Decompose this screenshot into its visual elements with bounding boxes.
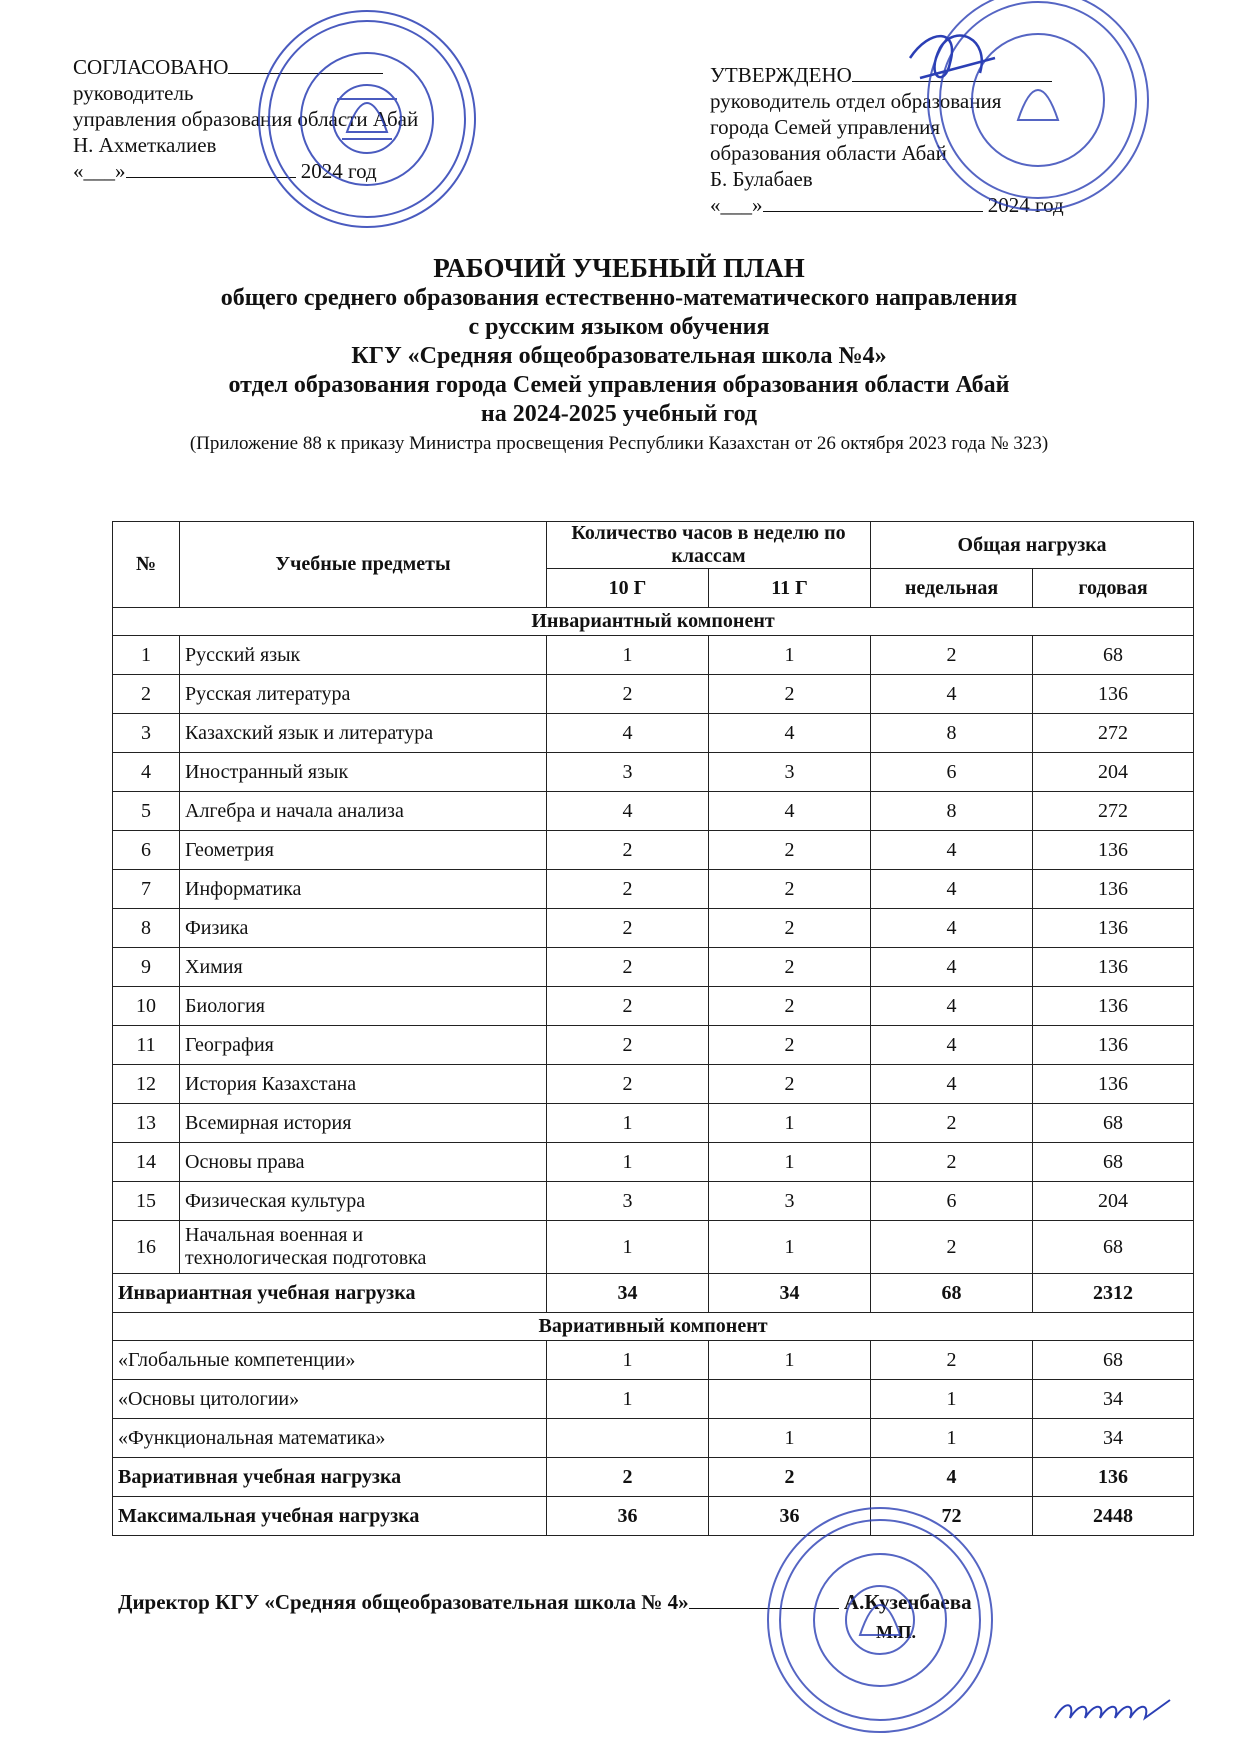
subject-name-line-2: технологическая подготовка: [185, 1247, 427, 1269]
weekly-hours: 4: [871, 1026, 1033, 1065]
table-row: [113, 1026, 1194, 1065]
subject-name: История Казахстана: [180, 1065, 547, 1104]
handwritten-signature-right: [900, 18, 1010, 108]
weekly-hours: 2: [871, 636, 1033, 675]
class-10-hours: 2: [547, 1026, 709, 1065]
subject-name: «Основы цитологии»: [113, 1380, 547, 1419]
class-11-hours: 2: [709, 909, 871, 948]
header-total-load: Общая нагрузка: [871, 522, 1194, 569]
class-10-hours: [547, 1419, 709, 1458]
subject-name: «Функциональная математика»: [113, 1419, 547, 1458]
curriculum-table: [112, 521, 1194, 1536]
right-approval-date-open: «___»: [710, 193, 763, 217]
class-10-hours: 1: [547, 1380, 709, 1419]
right-approval-year: 2024 год: [987, 193, 1064, 217]
total-row: [113, 1458, 1194, 1497]
header-hours-per-week: Количество часов в неделю по классам: [547, 522, 871, 569]
handwritten-signature-bottom: [1050, 1690, 1190, 1730]
weekly-hours: 6: [871, 1182, 1033, 1221]
class-11-hours: 3: [709, 753, 871, 792]
row-number: 4: [113, 753, 180, 792]
table-row: [113, 1419, 1194, 1458]
class-10-hours: 1: [547, 1221, 709, 1274]
right-approval-name: Б. Булабаев: [710, 167, 813, 191]
weekly-hours: 4: [871, 987, 1033, 1026]
class-10-hours: 1: [547, 1341, 709, 1380]
yearly-hours: 136: [1033, 948, 1194, 987]
class-10-hours: 3: [547, 753, 709, 792]
weekly-hours: 1: [871, 1419, 1033, 1458]
header-subjects: Учебные предметы: [180, 522, 547, 608]
left-approval-date-open: «___»: [73, 159, 126, 183]
subject-name-line-1: Начальная военная и: [185, 1224, 364, 1246]
right-approval-organization-2: образования области Абай: [710, 141, 947, 165]
table-row: [113, 636, 1194, 675]
header-yearly: годовая: [1033, 569, 1194, 608]
class-10-hours: 1: [547, 1143, 709, 1182]
class-11-hours: 1: [709, 1104, 871, 1143]
class-11-hours: 4: [709, 792, 871, 831]
class-10-hours: 3: [547, 1182, 709, 1221]
table-row: [113, 675, 1194, 714]
total-class-10: 36: [547, 1497, 709, 1536]
table-row: [113, 831, 1194, 870]
subject-name: Физика: [180, 909, 547, 948]
weekly-hours: 8: [871, 792, 1033, 831]
class-10-hours: 2: [547, 1065, 709, 1104]
header-number: №: [113, 522, 180, 608]
class-10-hours: 1: [547, 1104, 709, 1143]
director-name: А.Кузенбаева: [843, 1590, 972, 1614]
table-row: [113, 753, 1194, 792]
yearly-hours: 136: [1033, 909, 1194, 948]
weekly-hours: 4: [871, 909, 1033, 948]
table-header-row: [113, 522, 1194, 569]
subject-name: Иностранный язык: [180, 753, 547, 792]
total-yearly: 2312: [1033, 1274, 1194, 1313]
weekly-hours: 2: [871, 1104, 1033, 1143]
total-class-11: 2: [709, 1458, 871, 1497]
table-row: [113, 714, 1194, 753]
class-11-hours: 2: [709, 675, 871, 714]
subject-name: «Глобальные компетенции»: [113, 1341, 547, 1380]
subject-name: Физическая культура: [180, 1182, 547, 1221]
row-number: 7: [113, 870, 180, 909]
variative-rows: [113, 1341, 1194, 1458]
yearly-hours: 136: [1033, 831, 1194, 870]
variative-total-label: Вариативная учебная нагрузка: [113, 1458, 547, 1497]
table-row: [113, 987, 1194, 1026]
table-row: [113, 1143, 1194, 1182]
weekly-hours: 8: [871, 714, 1033, 753]
right-approval-organization-1: города Семей управления: [710, 115, 941, 139]
total-row: [113, 1497, 1194, 1536]
table-row: [113, 1341, 1194, 1380]
table-row: [113, 792, 1194, 831]
document-subtitle-1: общего среднего образования естественно-математического направления: [220, 285, 1018, 311]
yearly-hours: 272: [1033, 714, 1194, 753]
table-row: [113, 1380, 1194, 1419]
header-class-11: 11 Г: [709, 569, 871, 608]
subject-name: Русская литература: [180, 675, 547, 714]
class-10-hours: 2: [547, 987, 709, 1026]
row-number: 8: [113, 909, 180, 948]
subject-name: Русский язык: [180, 636, 547, 675]
row-number: 11: [113, 1026, 180, 1065]
total-weekly: 4: [871, 1458, 1033, 1497]
invariant-section-title: Инвариантный компонент: [113, 608, 1194, 636]
total-weekly: 68: [871, 1274, 1033, 1313]
row-number: 2: [113, 675, 180, 714]
row-number: 10: [113, 987, 180, 1026]
class-11-hours: 3: [709, 1182, 871, 1221]
director-title: Директор КГУ «Средняя общеобразовательная школа № 4»: [118, 1590, 689, 1614]
subject-name: Биология: [180, 987, 547, 1026]
class-10-hours: 4: [547, 792, 709, 831]
subject-name: Основы права: [180, 1143, 547, 1182]
max-total-label: Максимальная учебная нагрузка: [113, 1497, 547, 1536]
left-approval-name: Н. Ахметкалиев: [73, 133, 217, 157]
invariant-total-label: Инвариантная учебная нагрузка: [113, 1274, 547, 1313]
weekly-hours: 4: [871, 675, 1033, 714]
class-10-hours: 2: [547, 675, 709, 714]
weekly-hours: 4: [871, 831, 1033, 870]
table-row: [113, 1182, 1194, 1221]
yearly-hours: 136: [1033, 675, 1194, 714]
class-10-hours: 2: [547, 831, 709, 870]
row-number: 3: [113, 714, 180, 753]
class-11-hours: 2: [709, 831, 871, 870]
class-11-hours: 2: [709, 1026, 871, 1065]
variative-section-title: Вариативный компонент: [113, 1313, 1194, 1341]
class-10-hours: 2: [547, 948, 709, 987]
row-number: 9: [113, 948, 180, 987]
row-number: 1: [113, 636, 180, 675]
total-class-10: 2: [547, 1458, 709, 1497]
left-approval-year: 2024 год: [300, 159, 377, 183]
yearly-hours: 204: [1033, 1182, 1194, 1221]
class-10-hours: 1: [547, 636, 709, 675]
weekly-hours: 2: [871, 1221, 1033, 1274]
table-row: [113, 1221, 1194, 1274]
class-11-hours: 1: [709, 1419, 871, 1458]
header-weekly: недельная: [871, 569, 1033, 608]
weekly-hours: 4: [871, 870, 1033, 909]
yearly-hours: 68: [1033, 1143, 1194, 1182]
yearly-hours: 204: [1033, 753, 1194, 792]
class-11-hours: 1: [709, 1341, 871, 1380]
right-approval-heading: УТВЕРЖДЕНО: [710, 63, 852, 87]
class-10-hours: 4: [547, 714, 709, 753]
left-approval-position: руководитель: [73, 81, 194, 105]
class-11-hours: 2: [709, 870, 871, 909]
row-number: 6: [113, 831, 180, 870]
yearly-hours: 136: [1033, 1065, 1194, 1104]
class-10-hours: 2: [547, 909, 709, 948]
document-subtitle-5: на 2024-2025 учебный год: [480, 401, 758, 427]
table-row: [113, 909, 1194, 948]
class-11-hours: 2: [709, 1065, 871, 1104]
table-row: [113, 870, 1194, 909]
school-seal-bottom: [760, 1500, 1000, 1740]
weekly-hours: 2: [871, 1143, 1033, 1182]
subject-name: Геометрия: [180, 831, 547, 870]
table-row: [113, 948, 1194, 987]
yearly-hours: 34: [1033, 1380, 1194, 1419]
total-weekly: 72: [871, 1497, 1033, 1536]
yearly-hours: 272: [1033, 792, 1194, 831]
yearly-hours: 34: [1033, 1419, 1194, 1458]
right-approval-position: руководитель отдел образования: [710, 89, 1002, 113]
total-row: [113, 1274, 1194, 1313]
total-class-11: 34: [709, 1274, 871, 1313]
weekly-hours: 4: [871, 948, 1033, 987]
document-subtitle-4: отдел образования города Семей управления образования области Абай: [228, 372, 1010, 398]
header-class-10: 10 Г: [547, 569, 709, 608]
weekly-hours: 2: [871, 1341, 1033, 1380]
subject-name: Химия: [180, 948, 547, 987]
row-number: 14: [113, 1143, 180, 1182]
yearly-hours: 136: [1033, 1026, 1194, 1065]
yearly-hours: 68: [1033, 1221, 1194, 1274]
row-number: 5: [113, 792, 180, 831]
weekly-hours: 6: [871, 753, 1033, 792]
seal-place-label: М.П.: [876, 1622, 916, 1642]
subject-name: География: [180, 1026, 547, 1065]
row-number: 15: [113, 1182, 180, 1221]
yearly-hours: 68: [1033, 1341, 1194, 1380]
yearly-hours: 136: [1033, 870, 1194, 909]
class-11-hours: [709, 1380, 871, 1419]
class-10-hours: 2: [547, 870, 709, 909]
total-yearly: 2448: [1033, 1497, 1194, 1536]
total-class-11: 36: [709, 1497, 871, 1536]
subject-name: [180, 1221, 547, 1274]
left-approval-organization: управления образования области Абай: [73, 107, 419, 131]
document-subtitle-2: с русским языком обучения: [468, 314, 770, 340]
row-number: 13: [113, 1104, 180, 1143]
section-row: [113, 608, 1194, 636]
yearly-hours: 68: [1033, 636, 1194, 675]
class-11-hours: 1: [709, 636, 871, 675]
document-subtitle-3: КГУ «Средняя общеобразовательная школа №4»: [351, 343, 887, 369]
document-title-block: [0, 252, 1238, 457]
total-yearly: 136: [1033, 1458, 1194, 1497]
class-11-hours: 4: [709, 714, 871, 753]
row-number: 12: [113, 1065, 180, 1104]
subject-name: Всемирная история: [180, 1104, 547, 1143]
subject-name: Казахский язык и литература: [180, 714, 547, 753]
table-row: [113, 1104, 1194, 1143]
total-class-10: 34: [547, 1274, 709, 1313]
class-11-hours: 1: [709, 1143, 871, 1182]
section-row: [113, 1313, 1194, 1341]
document-note: (Приложение 88 к приказу Министра просвещения Республики Казахстан от 26 октября 2023 года № 323): [189, 433, 1049, 454]
yearly-hours: 136: [1033, 987, 1194, 1026]
subject-name: Алгебра и начала анализа: [180, 792, 547, 831]
table-row: [113, 1065, 1194, 1104]
document-title: РАБОЧИЙ УЧЕБНЫЙ ПЛАН: [433, 253, 805, 283]
invariant-rows: [113, 636, 1194, 1221]
class-11-hours: 2: [709, 948, 871, 987]
weekly-hours: 1: [871, 1380, 1033, 1419]
subject-name: Информатика: [180, 870, 547, 909]
organization-seal-left: [252, 4, 482, 234]
class-11-hours: 2: [709, 987, 871, 1026]
row-number: 16: [113, 1221, 180, 1274]
left-approval-heading: СОГЛАСОВАНО: [73, 55, 229, 79]
weekly-hours: 4: [871, 1065, 1033, 1104]
class-11-hours: 1: [709, 1221, 871, 1274]
yearly-hours: 68: [1033, 1104, 1194, 1143]
